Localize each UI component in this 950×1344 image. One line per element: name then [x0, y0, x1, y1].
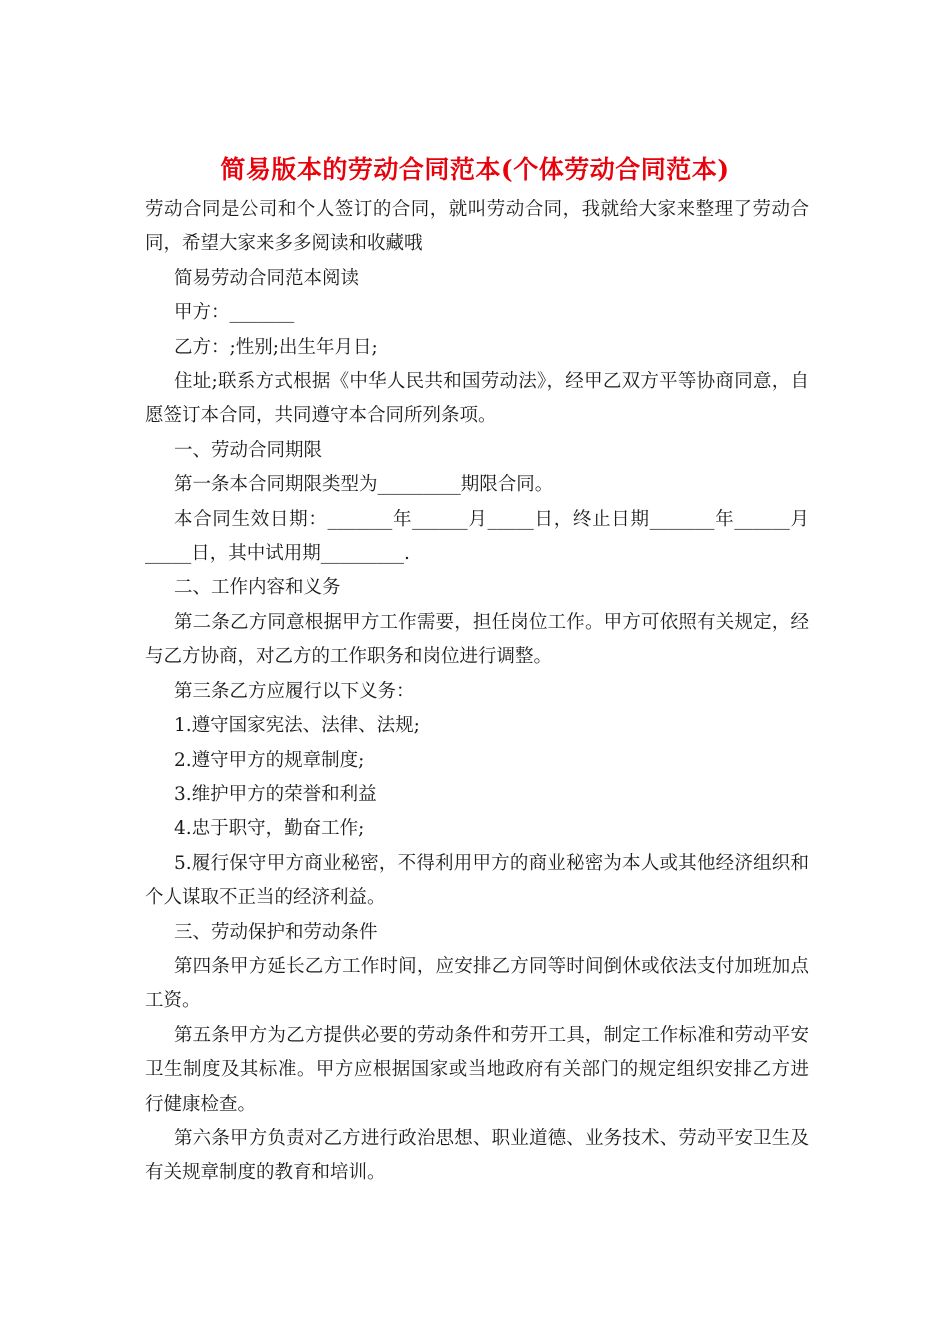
document-title: 简易版本的劳动合同范本(个体劳动合同范本): [220, 155, 730, 184]
article-4: 第四条甲方延长乙方工作时间，应安排乙方同等时间倒休或依法支付加班加点工资。: [145, 955, 809, 1012]
intro-paragraph: 劳动合同是公司和个人签订的合同，就叫劳动合同，我就给大家来整理了劳动合同，希望大家来多多阅读和收藏哦: [145, 199, 809, 255]
section-heading-2: 二、工作内容和义务: [174, 577, 341, 599]
section-heading-1: 一、劳动合同期限: [174, 439, 323, 461]
subtitle-paragraph: 简易劳动合同范本阅读: [174, 267, 360, 289]
list-item: 5.履行保守甲方商业秘密，不得利用甲方的商业秘密为本人或其他经济组织和个人谋取不正当的经济利益。: [145, 852, 809, 909]
article-3: 第三条乙方应履行以下义务：: [174, 680, 415, 702]
article-2: 第二条乙方同意根据甲方工作需要，担任岗位工作。甲方可依照有关规定，经与乙方协商，对乙方的工作职务和岗位进行调整。: [145, 611, 809, 668]
party-b-line: 乙方：;性别;出生年月日;: [174, 336, 378, 358]
list-item: 4.忠于职守，勤奋工作;: [174, 818, 365, 840]
article-1: 第一条本合同期限类型为_________期限合同。: [174, 474, 554, 496]
article-6: 第六条甲方负责对乙方进行政治思想、职业道德、业务技术、劳动平安卫生及有关规章制度的教育和培训。: [145, 1127, 809, 1184]
document-body: [145, 193, 809, 1191]
section-heading-3: 三、劳动保护和劳动条件: [174, 921, 378, 943]
list-item: 3.维护甲方的荣誉和利益: [174, 783, 377, 805]
list-item: 2.遵守甲方的规章制度;: [174, 749, 365, 771]
party-a-line: 甲方：_______: [174, 302, 295, 324]
effective-date-paragraph: 本合同生效日期：_______年______月_____日，终止日期_______年______月_____日，其中试用期_________.: [145, 508, 809, 565]
article-5: 第五条甲方为乙方提供必要的劳动条件和劳开工具，制定工作标准和劳动平安卫生制度及其标准。甲方应根据国家或当地政府有关部门的规定组织安排乙方进行健康检查。: [145, 1024, 809, 1115]
list-item: 1.遵守国家宪法、法律、法规;: [174, 715, 420, 737]
address-paragraph: 住址;联系方式根据《中华人民共和国劳动法》，经甲乙双方平等协商同意，自愿签订本合同，共同遵守本合同所列条项。: [145, 371, 809, 427]
